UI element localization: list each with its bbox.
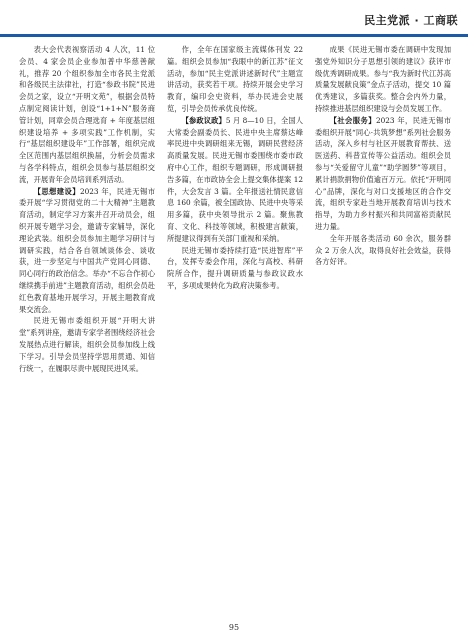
section-lead: 【思想建设】 <box>33 186 80 196</box>
paragraph-text: 5 月 8—10 日，全国人大常委会副委员长、民进中央主席蔡达峰率民进中央调研组来无锡，调研民营经济高质量发展。民进无锡市委围绕市委市政府中心工作，组织专题调研，形成调研报告多篇，在市政协全会上提交集体提案 12 件，大会发言 3 篇。全年报送社情民意信息 160 余篇，被全国政协、民进中央等采用多篇，获中央领导批示 2 篇。聚焦教育、文化、科技等领域，积极建言献策，所提建议得到有关部门重视和采纳。 <box>167 115 303 243</box>
paragraph <box>167 44 303 115</box>
paragraph-text: 表大会代表视察活动 4 人次，11 位会员、4 家会员企业参加普中华慈善献礼，推荐 20 个组织参加全市各民主党派和各级民主法律社，打造“参政书院”民进会员之家，设立“开明文苑”，根据会员特点制定阅读计划，创设“1+1+N”服务商管计划，同章会员合理选育 + 年度基层组织建设培养 + 多项实践”工作机制，实行“基层组织建设年”工作部署，组织完成全区范围内基层组织换届，分析会员需求与各学科特点，组织会员参与基层组织交流，开展青年会员培训系列活动。 <box>19 45 155 184</box>
text-column-3 <box>315 44 451 612</box>
paragraph-text: 作，全年在国家级主流媒体刊发 22 篇。组织会员参加“我眼中的新江苏”征文活动，参加“民主党派讲述新时代”主题宣讲活动，获奖若干项。持续开展会史学习教育，编印会史资料，举办民进会史展览，引导会员传承优良传统。 <box>167 45 303 113</box>
page-header <box>0 0 468 34</box>
paragraph <box>167 115 303 245</box>
article-body <box>19 44 451 612</box>
paragraph <box>19 186 155 316</box>
paragraph <box>315 115 451 233</box>
text-column-1 <box>19 44 155 612</box>
paragraph-text: 2023 年，民进无锡市委组织开展“同心·共筑梦想”系列社会服务活动，深入乡村与社区开展教育帮扶、送医送药、科普宣传等公益活动。组织会员参与“关爱留守儿童”“助学圆梦”等项目，累计捐款捐物价值逾百万元。依托“开明同心”品牌，深化与对口支援地区的合作交流，组织专家赴当地开展教育培训与技术指导，为助力乡村振兴和共同富裕贡献民进力量。 <box>315 115 451 231</box>
paragraph-text: 全年开展各类活动 60 余次，服务群众 2 万余人次，取得良好社会效益，获得各方好评。 <box>315 233 451 267</box>
paragraph-text: 民进无锡市委持续打造“民进智库”平台，发挥专委会作用，深化与高校、科研院所合作，提升调研质量与参政议政水平，多项成果转化为政府决策参考。 <box>167 245 303 290</box>
paragraph <box>315 44 451 115</box>
paragraph-text: 民进无锡市委组织开展“开明大讲堂”系列讲座，邀请专家学者围绕经济社会发展热点进行解读，组织会员参加线上线下学习。引导会员坚持学思用贯通、知信行统一，在履职尽责中展现民进风采。 <box>19 316 155 373</box>
paragraph <box>19 315 155 374</box>
paragraph-text: 2023 年，民进无锡市委开展“学习贯彻党的二十大精神”主题教育活动，制定学习方案并召开动员会，组织开展专题学习会，邀请专家辅导，深化理论武装。组织会员参加主题学习研讨与调研实践，结合各自领域谈体会、谈收获，进一步坚定与中国共产党同心同德、同心同行的政治信念。举办“不忘合作初心 继续携手前进”主题教育活动，组织会员赴红色教育基地开展学习，开展主题教育成果交流会。 <box>19 186 155 314</box>
section-lead: 【社会服务】 <box>329 115 376 125</box>
paragraph <box>167 245 303 292</box>
section-lead: 【参政议政】 <box>181 115 226 125</box>
section-title: 民主党派 · 工商联 <box>364 14 458 27</box>
paragraph <box>19 44 155 186</box>
page-number: 95 <box>228 623 240 632</box>
text-column-2 <box>167 44 303 612</box>
paragraph <box>315 233 451 268</box>
header-rule <box>0 34 468 37</box>
paragraph-text: 成果《民进无锡市委在调研中发现加强党外知识分子思想引领的建议》获评市级优秀调研成果。参与“我为新时代江苏高质量发展献良策”金点子活动，提交 10 篇优秀建议，多篇获奖。整合会内外力量，持续推进基层组织建设与会员发展工作。 <box>315 45 451 113</box>
